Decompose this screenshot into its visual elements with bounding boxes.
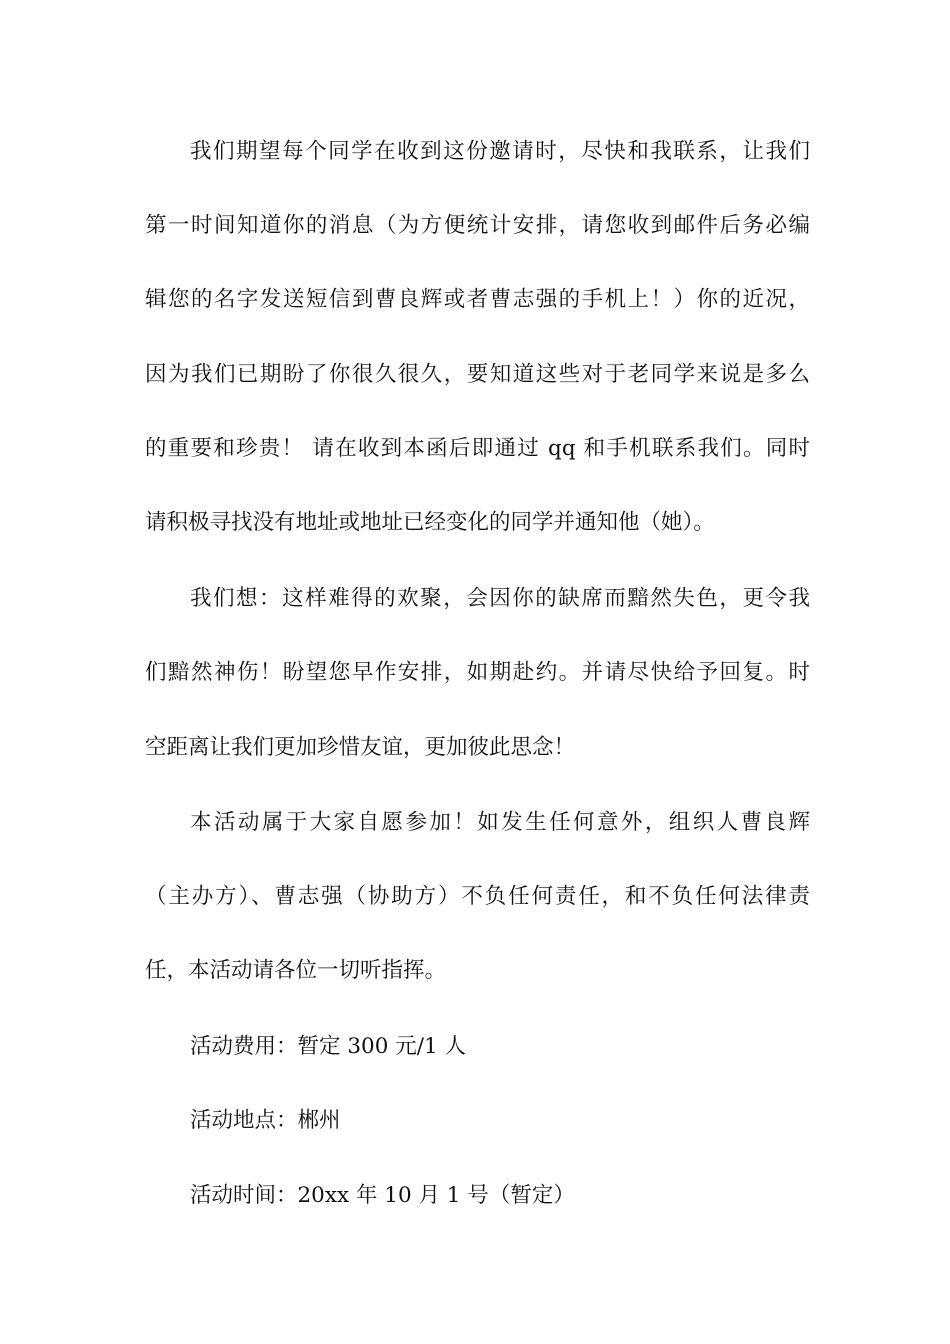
paragraph-2-line-3: 空距离让我们更加珍惜友谊，更加彼此思念！ <box>145 735 576 760</box>
paragraph-1-line-3: 辑您的名字发送短信到曹良辉或者曹志强的手机上！）你的近况， <box>145 287 810 312</box>
paragraph-1-line-5: 的重要和珍贵！ 请在收到本函后即通过 qq 和手机联系我们。同时 <box>145 436 810 461</box>
paragraph-1-line-6: 请积极寻找没有地址或地址已经变化的同学并通知他（她）。 <box>145 510 715 535</box>
activity-location: 活动地点：郴州 <box>190 1108 341 1133</box>
paragraph-3-line-3: 任，本活动请各位一切听指挥。 <box>145 958 447 983</box>
paragraph-1-line-4: 因为我们已期盼了你很久很久，要知道这些对于老同学来说是多么 <box>145 362 810 387</box>
paragraph-2-line-2: 们黯然神伤！盼望您早作安排，如期赴约。并请尽快给予回复。时 <box>145 660 810 685</box>
paragraph-3-line-2: （主办方）、曹志强（协助方）不负任何责任，和不负任何法律责 <box>145 884 810 909</box>
activity-time: 活动时间：20xx 年 10 月 1 号（暂定） <box>190 1183 575 1208</box>
activity-fee: 活动费用：暂定 300 元/1 人 <box>190 1034 466 1059</box>
paragraph-1-line-1: 我们期望每个同学在收到这份邀请时，尽快和我联系，让我们 <box>190 139 810 164</box>
paragraph-1-line-2: 第一时间知道你的消息（为方便统计安排，请您收到邮件后务必编 <box>145 213 810 238</box>
paragraph-3-line-1: 本活动属于大家自愿参加！如发生任何意外，组织人曹良辉 <box>190 810 810 835</box>
paragraph-2-line-1: 我们想：这样难得的欢聚，会因你的缺席而黯然失色，更令我 <box>190 586 810 611</box>
